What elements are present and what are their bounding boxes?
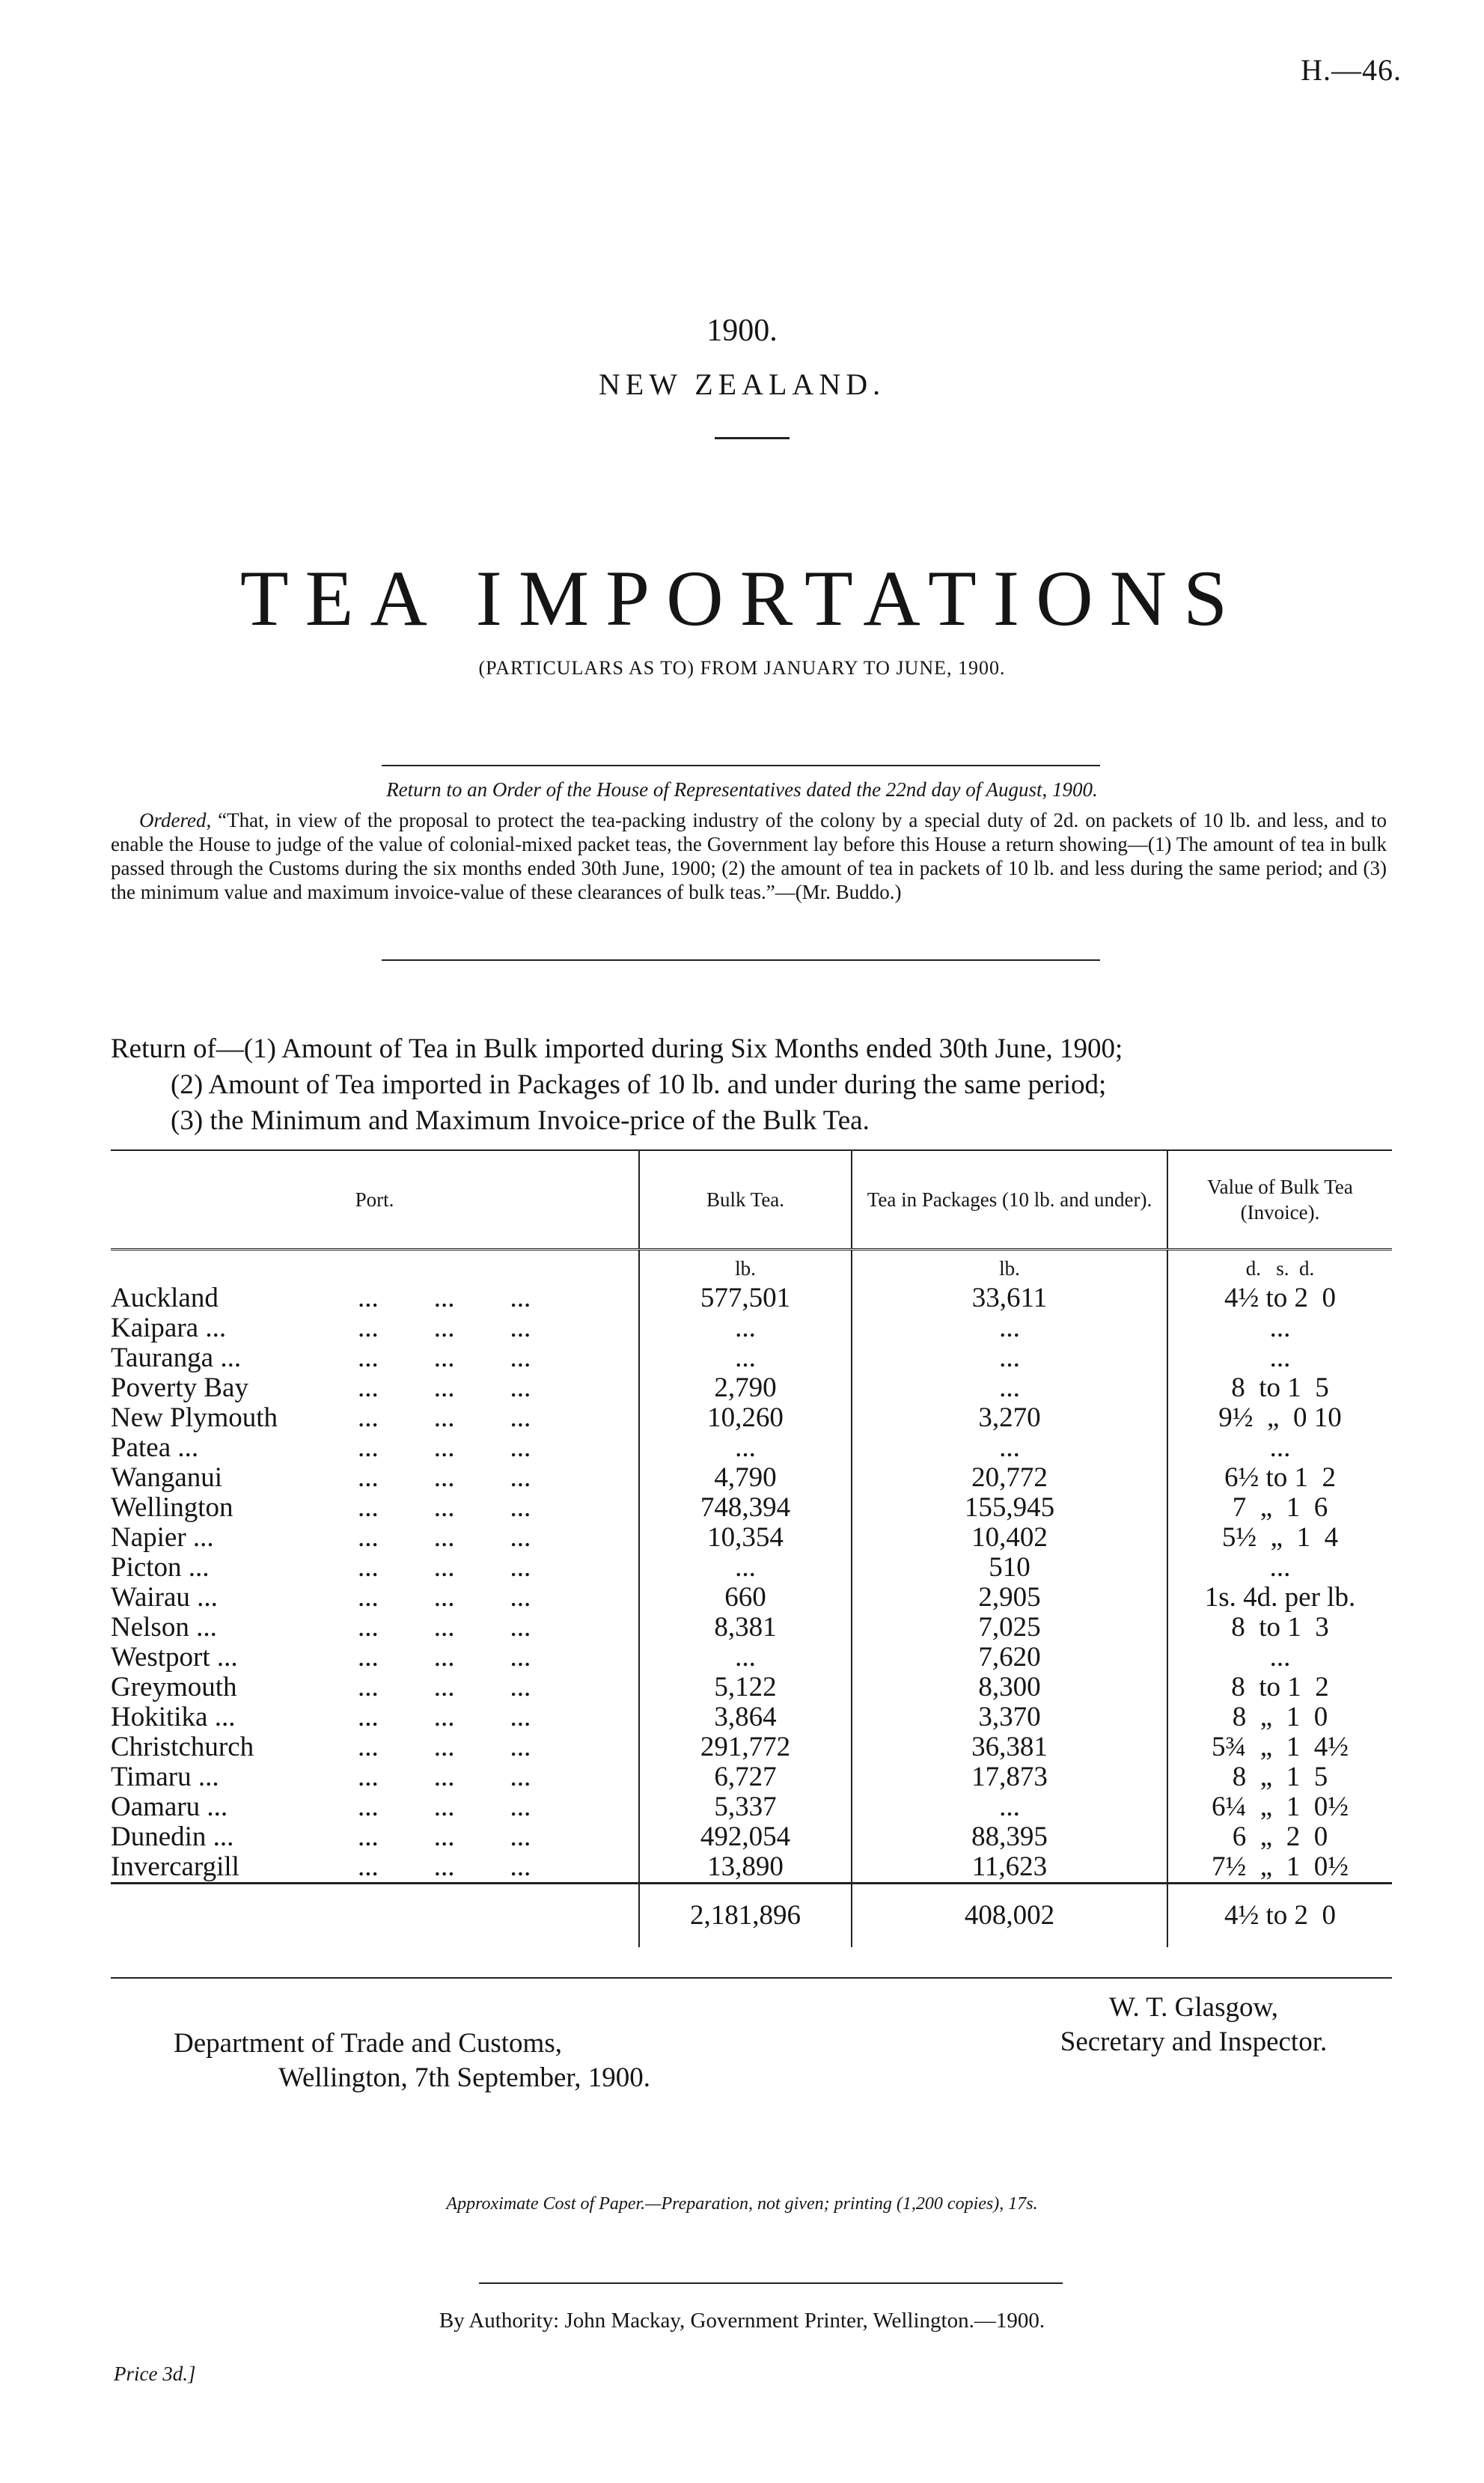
leader-dots: ... ... ... — [358, 1522, 531, 1553]
port-name: Christchurch — [111, 1732, 254, 1762]
leader-dots: ... ... ... — [358, 1612, 531, 1643]
leader-dots: ... ... ... — [358, 1552, 531, 1583]
bulk-tea-cell: 5,337 — [639, 1792, 852, 1822]
main-title: TEA IMPORTATIONS — [239, 555, 1245, 642]
port-cell — [111, 1822, 639, 1852]
bulk-tea-cell: ... — [639, 1313, 852, 1343]
port-cell — [111, 1673, 639, 1702]
table-row — [111, 1433, 1392, 1463]
leader-dots: ... ... ... — [358, 1432, 531, 1463]
value-cell: 8 „ 1 0 — [1167, 1702, 1392, 1732]
port-name: Wairau ... — [111, 1582, 218, 1613]
department-name: Department of Trade and Customs, — [174, 2028, 562, 2059]
port-cell — [111, 1762, 639, 1792]
bulk-tea-cell: 3,864 — [639, 1702, 852, 1732]
value-cell: 6½ to 1 2 — [1167, 1463, 1392, 1493]
signatory-name: W. T. Glasgow, — [1108, 1992, 1279, 2023]
document-year: 1900. — [706, 314, 778, 348]
packages-cell: 36,381 — [852, 1732, 1167, 1762]
bulk-tea-cell: 2,790 — [639, 1373, 852, 1403]
subtitle: (PARTICULARS AS TO) FROM JANUARY TO JUNE, 1900. — [478, 657, 1006, 679]
port-name: Westport ... — [111, 1642, 238, 1673]
packages-cell: 8,300 — [852, 1673, 1167, 1702]
port-cell — [111, 1373, 639, 1403]
table-row — [111, 1373, 1392, 1403]
leader-dots: ... ... ... — [358, 1851, 531, 1882]
order-body: “That, in view of the proposal to protect the tea-packing industry of the colony by a special duty of 2d. on packets of 10 lb. and less, and to enable the House to judge of the value of colonial-mixed packet teas, the Government lay before this House a return showing—(1) The amount of tea in bulk passed through the Customs during the six months ended 30th June, 1900; (2) the amount of tea in packets of 10 lb. and less during the same period; and (3) the minimum value and maximum invoice-value of these clearances of bulk teas.”—(Mr. Buddo.) — [111, 809, 1387, 903]
table-row — [111, 1702, 1392, 1732]
packages-cell: 510 — [852, 1553, 1167, 1583]
packages-cell: 11,623 — [852, 1852, 1167, 1884]
port-name: Nelson ... — [111, 1612, 217, 1643]
port-name: Auckland — [111, 1283, 219, 1313]
table-row — [111, 1643, 1392, 1673]
bulk-tea-cell: 8,381 — [639, 1613, 852, 1643]
leader-dots: ... ... ... — [358, 1642, 531, 1673]
table-row — [111, 1852, 1392, 1884]
signature-block — [1014, 1991, 1373, 2059]
leader-dots: ... ... ... — [358, 1702, 531, 1732]
value-cell: 5½ „ 1 4 — [1167, 1523, 1392, 1553]
department-place-date: Wellington, 7th September, 1900. — [278, 2062, 651, 2093]
value-cell: 6¼ „ 1 0½ — [1167, 1792, 1392, 1822]
port-cell — [111, 1403, 639, 1433]
table-row — [111, 1523, 1392, 1553]
leader-dots: ... ... ... — [358, 1762, 531, 1792]
packages-cell: 7,620 — [852, 1643, 1167, 1673]
value-cell: ... — [1167, 1433, 1392, 1463]
leader-dots: ... ... ... — [358, 1402, 531, 1433]
port-name: Poverty Bay — [111, 1372, 248, 1403]
port-name: Wellington — [111, 1492, 233, 1523]
heading-divider — [715, 437, 790, 439]
units-port — [111, 1250, 639, 1284]
value-cell: 4½ to 2 0 — [1167, 1283, 1392, 1313]
header-port: Port. — [111, 1151, 639, 1250]
ordered-label: Ordered, — [139, 809, 212, 831]
bulk-tea-cell: 10,260 — [639, 1403, 852, 1433]
return-heading — [111, 1031, 1383, 1139]
port-cell — [111, 1523, 639, 1553]
value-cell: 5¾ „ 1 4½ — [1167, 1732, 1392, 1762]
port-name: Timaru ... — [111, 1762, 219, 1792]
return-heading-line-2: (2) Amount of Tea imported in Packages of 10 lb. and under during the same period; — [171, 1069, 1107, 1100]
bulk-tea-cell: ... — [639, 1553, 852, 1583]
packages-cell: 7,025 — [852, 1613, 1167, 1643]
leader-dots: ... ... ... — [358, 1792, 531, 1822]
port-name: Patea ... — [111, 1432, 199, 1463]
price-note: Price 3d.] — [114, 2363, 196, 2385]
bulk-tea-cell: 10,354 — [639, 1523, 852, 1553]
port-cell — [111, 1613, 639, 1643]
port-cell — [111, 1792, 639, 1822]
country-heading: NEW ZEALAND. — [598, 367, 886, 401]
approximate-cost-note: Approximate Cost of Paper.—Preparation, not given; printing (1,200 copies), 17s. — [446, 2194, 1038, 2214]
table-row — [111, 1762, 1392, 1792]
order-heading: Return to an Order of the House of Representatives dated the 22nd day of August, 1900. — [386, 778, 1098, 801]
port-cell — [111, 1583, 639, 1613]
table-row — [111, 1283, 1392, 1313]
total-value: 4½ to 2 0 — [1167, 1884, 1392, 1948]
units-row — [111, 1250, 1392, 1284]
packages-cell: 3,270 — [852, 1403, 1167, 1433]
packages-cell: 17,873 — [852, 1762, 1167, 1792]
units-bulk: lb. — [639, 1250, 852, 1284]
totals-row — [111, 1884, 1392, 1948]
port-name: Wanganui — [111, 1462, 223, 1493]
bulk-tea-cell: 5,122 — [639, 1673, 852, 1702]
value-cell: ... — [1167, 1313, 1392, 1343]
table-row — [111, 1732, 1392, 1762]
table-row — [111, 1583, 1392, 1613]
port-name: Kaipara ... — [111, 1313, 227, 1343]
order-text — [111, 808, 1387, 904]
port-cell — [111, 1343, 639, 1373]
bulk-tea-cell: 660 — [639, 1583, 852, 1613]
packages-cell: 20,772 — [852, 1463, 1167, 1493]
total-bulk: 2,181,896 — [639, 1884, 852, 1948]
order-top-divider — [382, 765, 1100, 766]
order-bottom-divider — [382, 959, 1100, 961]
leader-dots: ... ... ... — [358, 1313, 531, 1343]
packages-cell: 3,370 — [852, 1702, 1167, 1732]
bulk-tea-cell: ... — [639, 1643, 852, 1673]
bulk-tea-cell: ... — [639, 1433, 852, 1463]
port-name: Tauranga ... — [111, 1343, 242, 1373]
tea-importations-table — [111, 1151, 1392, 1947]
bulk-tea-cell: 4,790 — [639, 1463, 852, 1493]
port-cell — [111, 1433, 639, 1463]
value-cell: 8 to 1 2 — [1167, 1673, 1392, 1702]
value-cell: 7 „ 1 6 — [1167, 1493, 1392, 1523]
leader-dots: ... ... ... — [358, 1492, 531, 1523]
port-cell — [111, 1852, 639, 1884]
table-row — [111, 1822, 1392, 1852]
bulk-tea-cell: 492,054 — [639, 1822, 852, 1852]
bulk-tea-cell: 6,727 — [639, 1762, 852, 1792]
packages-cell: ... — [852, 1313, 1167, 1343]
table-row — [111, 1313, 1392, 1343]
value-cell: 6 „ 2 0 — [1167, 1822, 1392, 1852]
packages-cell: ... — [852, 1343, 1167, 1373]
total-packages: 408,002 — [852, 1884, 1167, 1948]
value-cell: 1s. 4d. per lb. — [1167, 1583, 1392, 1613]
packages-cell: 2,905 — [852, 1583, 1167, 1613]
port-name: Oamaru ... — [111, 1792, 228, 1822]
department-block — [174, 2027, 650, 2095]
table-body — [111, 1250, 1392, 1884]
port-cell — [111, 1732, 639, 1762]
port-name: Invercargill — [111, 1851, 239, 1882]
leader-dots: ... ... ... — [358, 1732, 531, 1762]
leader-dots: ... ... ... — [358, 1821, 531, 1852]
port-name: Hokitika ... — [111, 1702, 236, 1732]
port-name: Napier ... — [111, 1522, 214, 1553]
signatory-title: Secretary and Inspector. — [1060, 2027, 1328, 2057]
table-bottom-rule — [111, 1977, 1392, 1979]
packages-cell: 33,611 — [852, 1283, 1167, 1313]
header-bulk-tea: Bulk Tea. — [639, 1151, 852, 1250]
packages-cell: 88,395 — [852, 1822, 1167, 1852]
port-cell — [111, 1553, 639, 1583]
port-name: New Plymouth — [111, 1402, 278, 1433]
packages-cell: ... — [852, 1433, 1167, 1463]
table-row — [111, 1403, 1392, 1433]
port-cell — [111, 1283, 639, 1313]
table-row — [111, 1463, 1392, 1493]
port-cell — [111, 1313, 639, 1343]
value-cell: 9½ „ 0 10 — [1167, 1403, 1392, 1433]
value-cell: 8 to 1 3 — [1167, 1613, 1392, 1643]
bulk-tea-cell: 291,772 — [639, 1732, 852, 1762]
return-heading-line-1: Return of—(1) Amount of Tea in Bulk imported during Six Months ended 30th June, 1900; — [111, 1033, 1123, 1064]
packages-cell: ... — [852, 1373, 1167, 1403]
packages-cell: ... — [852, 1792, 1167, 1822]
value-cell: ... — [1167, 1643, 1392, 1673]
port-name: Dunedin ... — [111, 1821, 234, 1852]
value-cell: 8 to 1 5 — [1167, 1373, 1392, 1403]
table-row — [111, 1613, 1392, 1643]
port-name: Picton ... — [111, 1552, 210, 1583]
port-cell — [111, 1463, 639, 1493]
leader-dots: ... ... ... — [358, 1672, 531, 1702]
value-cell: 7½ „ 1 0½ — [1167, 1852, 1392, 1884]
totals-label — [111, 1884, 639, 1948]
bulk-tea-cell: 748,394 — [639, 1493, 852, 1523]
footer-divider — [479, 2282, 1063, 2284]
port-cell — [111, 1493, 639, 1523]
page-reference: H.—46. — [1301, 53, 1402, 87]
units-packages: lb. — [852, 1250, 1167, 1284]
port-cell — [111, 1702, 639, 1732]
packages-cell: 155,945 — [852, 1493, 1167, 1523]
units-value: d. s. d. — [1167, 1250, 1392, 1284]
table-header-row — [111, 1151, 1392, 1250]
leader-dots: ... ... ... — [358, 1462, 531, 1493]
leader-dots: ... ... ... — [358, 1582, 531, 1613]
leader-dots: ... ... ... — [358, 1372, 531, 1403]
value-cell: ... — [1167, 1343, 1392, 1373]
printer-authority: By Authority: John Mackay, Government Printer, Wellington.—1900. — [439, 2309, 1045, 2333]
leader-dots: ... ... ... — [358, 1343, 531, 1373]
header-value-of-bulk-tea: Value of Bulk Tea (Invoice). — [1167, 1151, 1392, 1250]
header-tea-in-packages: Tea in Packages (10 lb. and under). — [852, 1151, 1167, 1250]
table-row — [111, 1493, 1392, 1523]
bulk-tea-cell: 13,890 — [639, 1852, 852, 1884]
table-row — [111, 1553, 1392, 1583]
table-row — [111, 1343, 1392, 1373]
port-cell — [111, 1643, 639, 1673]
bulk-tea-cell: 577,501 — [639, 1283, 852, 1313]
value-cell: 8 „ 1 5 — [1167, 1762, 1392, 1792]
bulk-tea-cell: ... — [639, 1343, 852, 1373]
packages-cell: 10,402 — [852, 1523, 1167, 1553]
port-name: Greymouth — [111, 1672, 237, 1702]
value-cell: ... — [1167, 1553, 1392, 1583]
leader-dots: ... ... ... — [358, 1283, 531, 1313]
table-row — [111, 1792, 1392, 1822]
return-heading-line-3: (3) the Minimum and Maximum Invoice-price of the Bulk Tea. — [171, 1105, 870, 1136]
table-row — [111, 1673, 1392, 1702]
